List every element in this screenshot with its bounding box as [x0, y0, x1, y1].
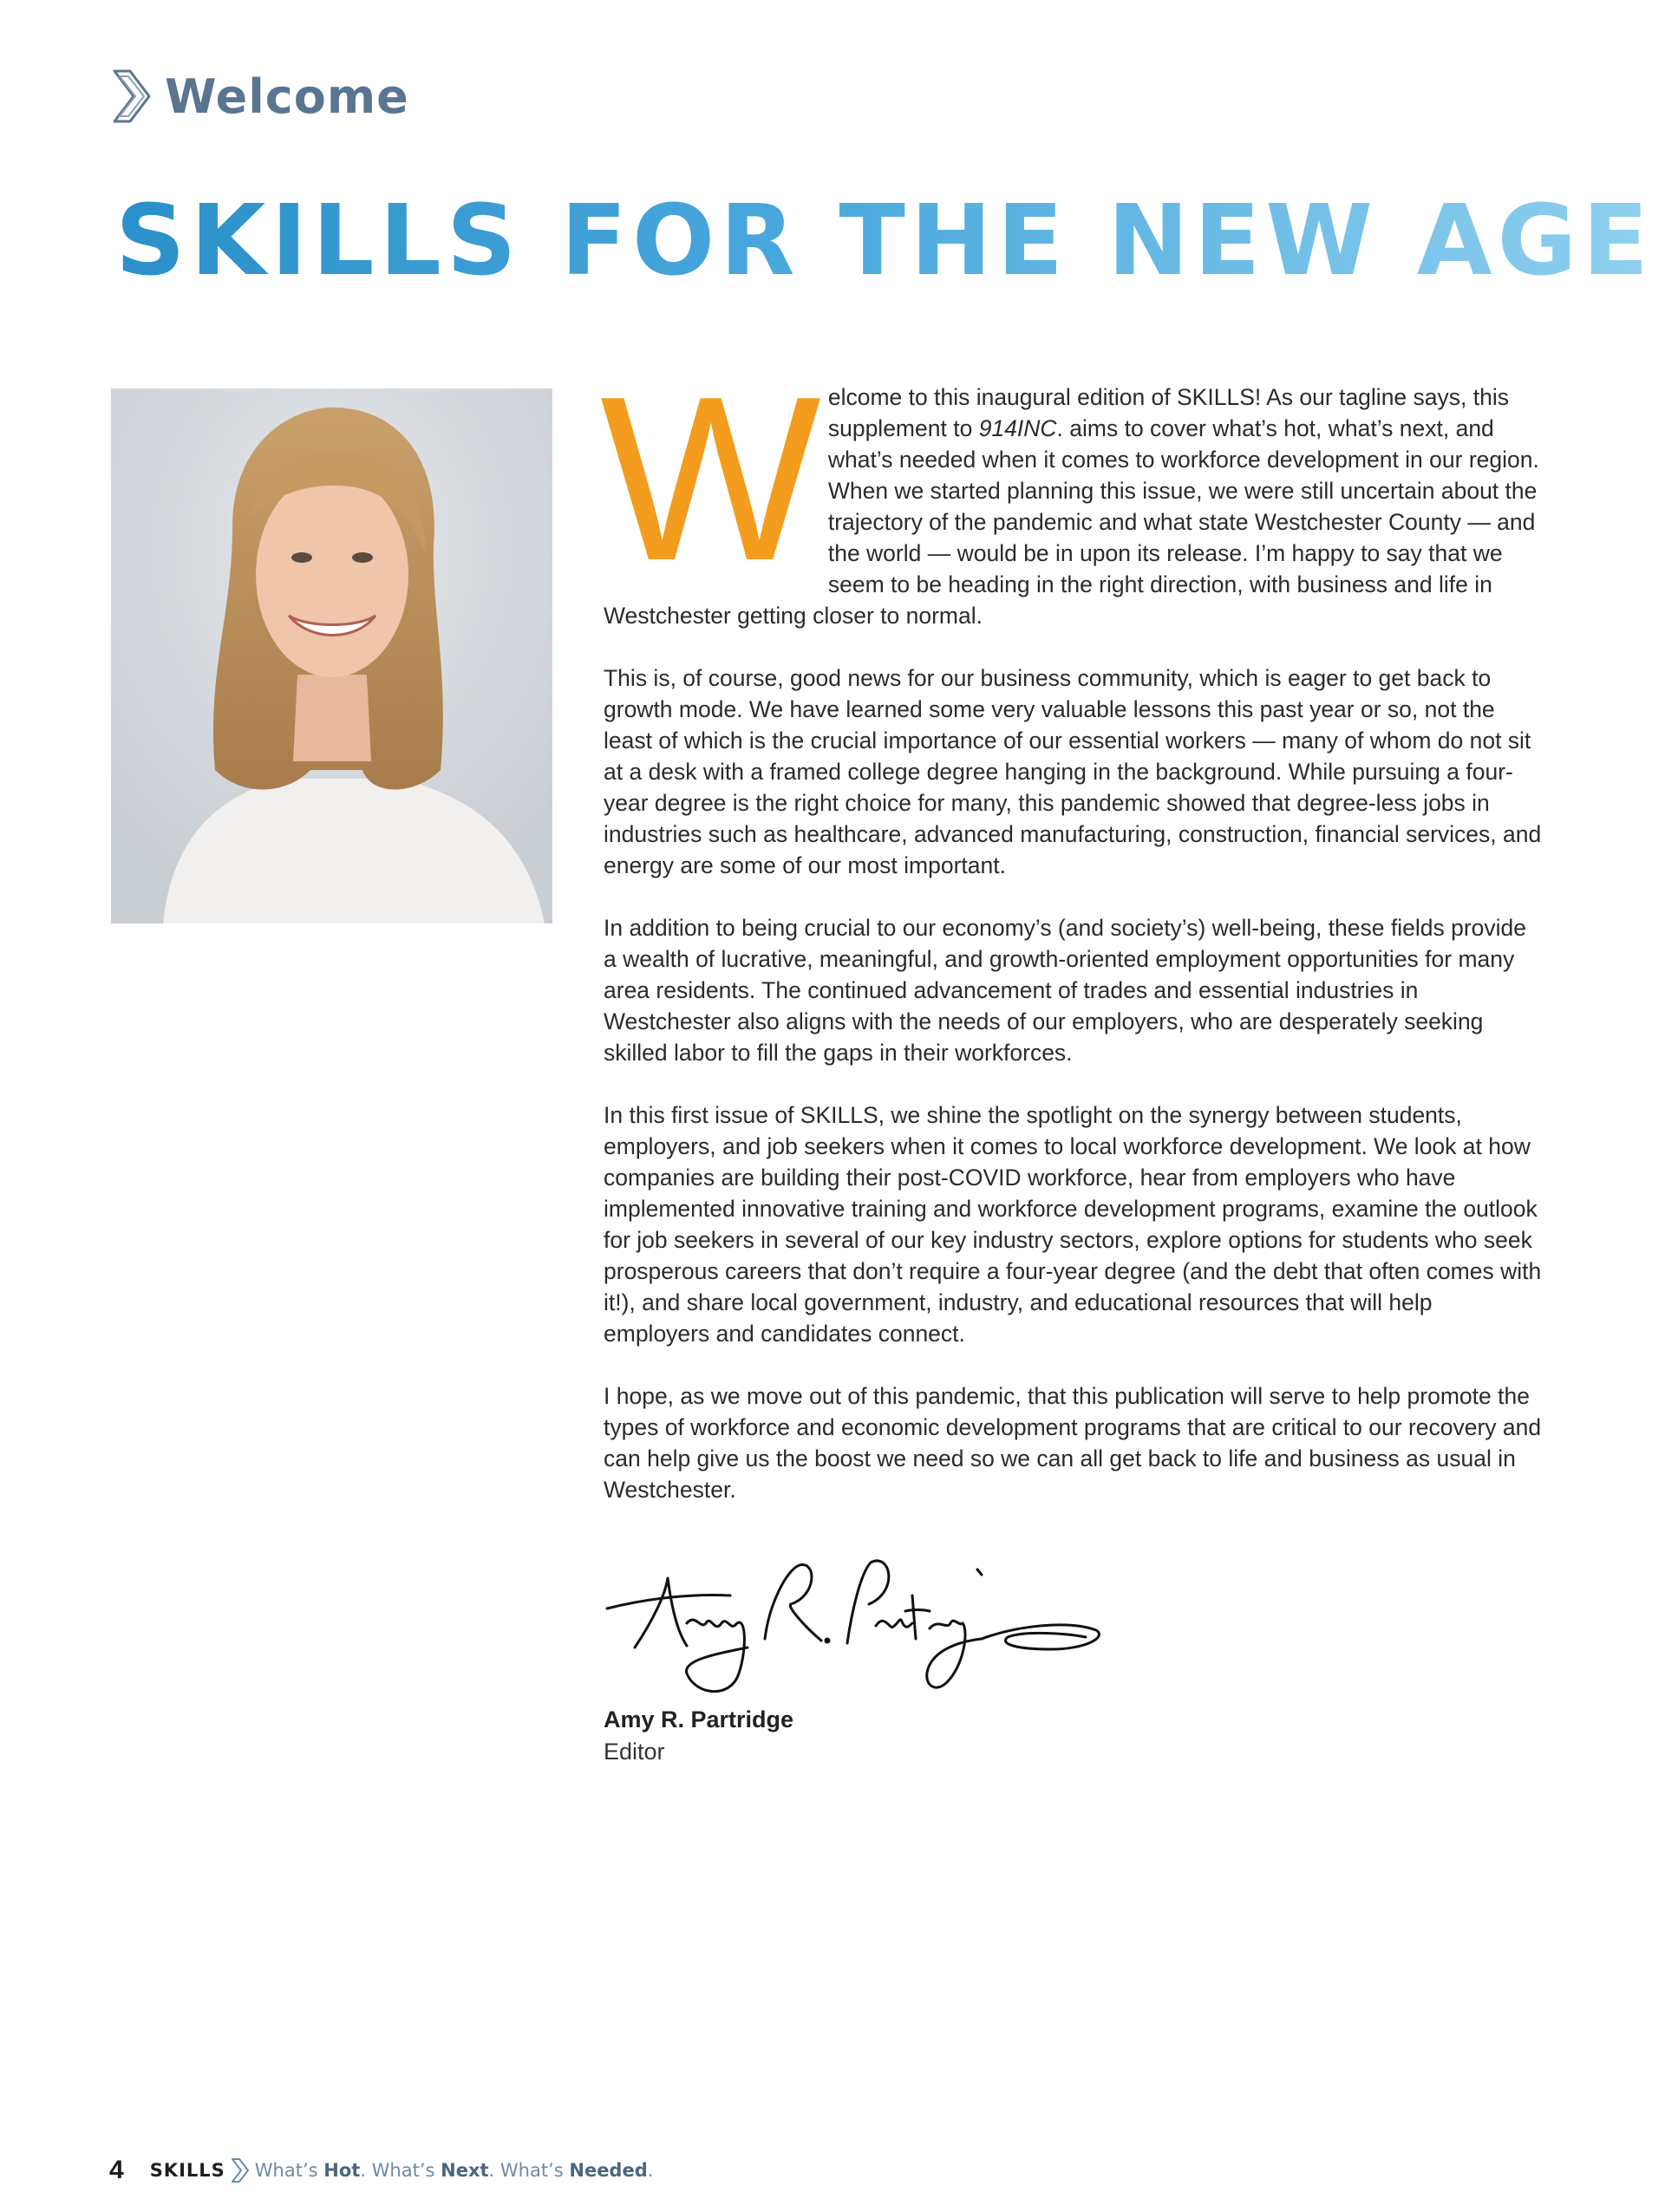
handwritten-signature [600, 1543, 1103, 1700]
tag-needed: Needed [569, 2160, 648, 2181]
section-header [111, 68, 409, 125]
chevron-logo-icon [231, 2157, 250, 2183]
page-number: 4 [109, 2156, 124, 2184]
paragraph-1-text-b: . aims to cover what’s hot, what’s next, and what’s needed when it comes to workforce development in our region. When we started planning this issue, we were still uncertain about the trajectory of the pandemic and what state Westchester County — and the world — would be in upon its release. I’m happy to say that we seem to be heading in the right direction, with business and life in Westchester getting closer to normal. [604, 415, 1539, 629]
paragraph-2: This is, of course, good news for our business community, which is eager to get back to growth mode. We have learned some very valuable lessons this past year or so, not the least of which is the crucial importance of our essential workers — many of whom do not sit at a desk with a framed college degree hanging in the background. While pursuing a four-year degree is the right choice for many, this pandemic showed that degree-less jobs in industries such as healthcare, advanced manufacturing, construction, financial services, and energy are some of our most important. [604, 665, 1542, 878]
paragraph-3: In addition to being crucial to our economy’s (and society’s) well-being, these fields provide a wealth of lucrative, meaningful, and growth-oriented employment opportunities for many area residents. The continued advancement of trades and essential industries in Westchester also aligns with the needs of our employers, who are desperately seeking skilled labor to fill the gaps in their workforces. [604, 915, 1527, 1066]
signer-title: Editor [604, 1739, 665, 1765]
tag-next: Next [441, 2160, 489, 2181]
tag-text: . [647, 2160, 654, 2181]
tag-text: . What’s [488, 2160, 570, 2181]
paragraph-4: In this first issue of SKILLS, we shine the spotlight on the synergy between students, employers, and job seekers when it comes to local workforce development. We look at how companies are building their post-COVID workforce, hear from employers who have implemented innovative training and workforce development programs, examine the outlook for job seekers in several of our key industry sectors, explore options for students who seek prosperous careers that don’t require a four-year degree (and the debt that often comes with it!), and share local government, industry, and educational resources that will help employers and candidates connect. [604, 1102, 1542, 1347]
tag-text: What’s [254, 2160, 324, 2181]
article-body [600, 349, 1542, 1537]
page-headline: SKILLS FOR THE NEW AGE [115, 185, 1654, 297]
signer-name: Amy R. Partridge [604, 1706, 794, 1732]
drop-cap: W [600, 349, 816, 610]
paragraph-1-text-a: elcome to this inaugural edition of SKILLS! As our tagline says, this supplement to [827, 384, 1509, 441]
footer-brand: SKILLS [149, 2160, 225, 2181]
tag-text: . What’s [360, 2160, 441, 2181]
publication-name: 914INC [978, 415, 1057, 441]
footer-tagline [255, 2160, 654, 2181]
section-label: Welcome [165, 69, 409, 124]
paragraph-5: I hope, as we move out of this pandemic, that this publication will serve to help promote the types of workforce and economic development programs that are critical to our recovery and can help give us the boost we need so we can all get back to life and business as usual in Westchester. [604, 1383, 1542, 1503]
chevron-logo-icon [111, 68, 153, 125]
tag-hot: Hot [323, 2160, 361, 2181]
page-footer [109, 2156, 653, 2185]
portrait-photo [111, 388, 552, 923]
